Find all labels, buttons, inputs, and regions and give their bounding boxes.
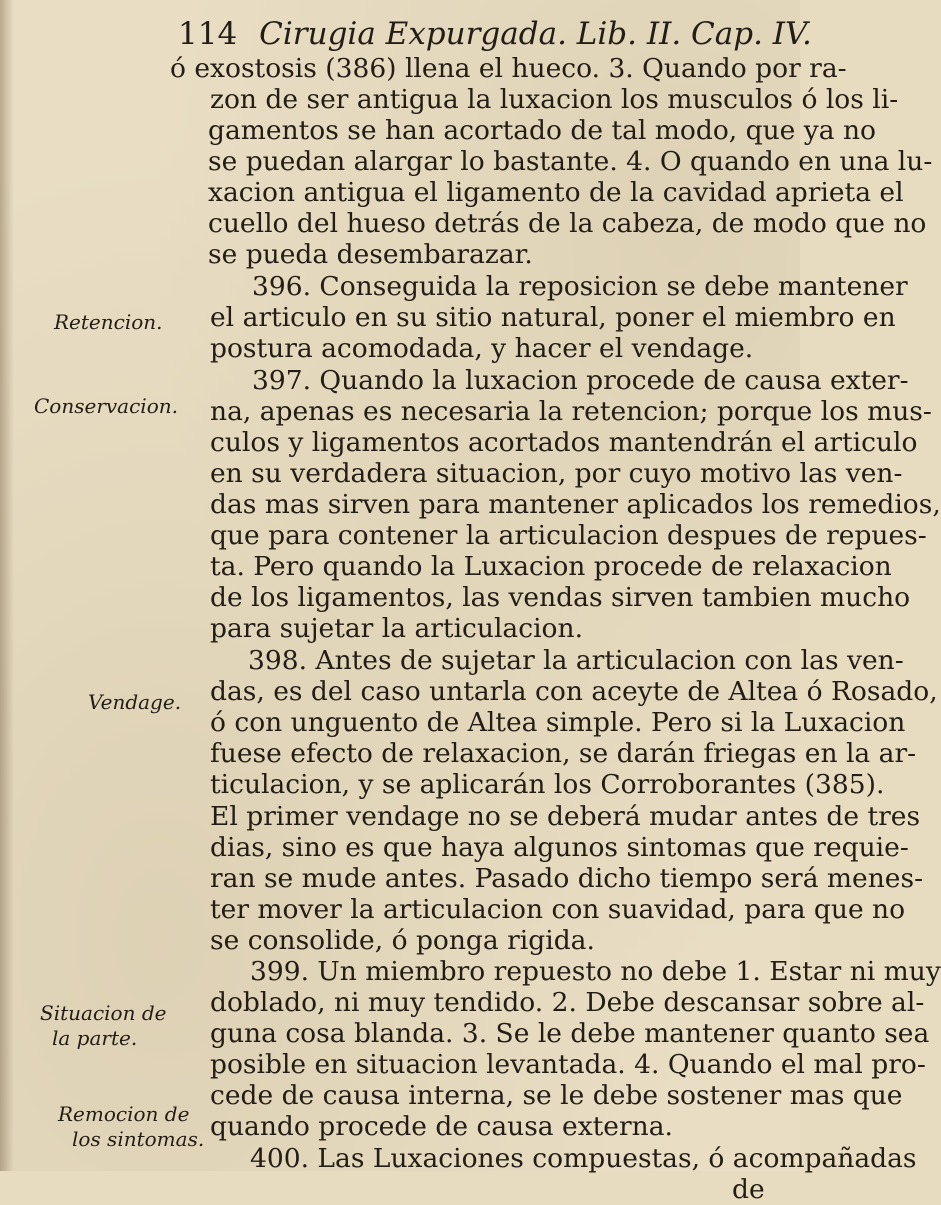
text-line: quando procede de causa externa.	[210, 1111, 673, 1142]
text-line: das, es del caso untarla con aceyte de Altea ó Rosado,	[210, 676, 938, 707]
text-line: culos y ligamentos acortados mantendrán el articulo	[210, 427, 918, 458]
page-edge-shadow	[0, 0, 14, 1171]
text-line: se pueda desembarazar.	[208, 239, 533, 270]
text-line: postura acomodada, y hacer el vendage.	[210, 333, 754, 364]
text-line: 396. Conseguida la reposicion se debe mantener	[252, 271, 908, 302]
margin-note-conservacion: Conservacion.	[34, 394, 178, 418]
text-line: fuese efecto de relaxacion, se darán friegas en la ar-	[210, 738, 917, 769]
text-line: das mas sirven para mantener aplicados los remedios,	[210, 489, 941, 520]
text-line: ran se mude antes. Pasado dicho tiempo será menes-	[210, 863, 924, 894]
text-line: na, apenas es necesaria la retencion; porque los mus-	[210, 396, 932, 427]
text-line: doblado, ni muy tendido. 2. Debe descansar sobre al-	[210, 987, 925, 1018]
text-line: cede de causa interna, se le debe sostener mas que	[210, 1080, 903, 1111]
text-line: ó con unguento de Altea simple. Pero si la Luxacion	[210, 707, 906, 738]
text-line: el articulo en su sitio natural, poner el miembro en	[210, 302, 896, 333]
text-line: de los ligamentos, las vendas sirven tambien mucho	[210, 582, 911, 613]
text-line: para sujetar la articulacion.	[210, 613, 583, 644]
text-line: posible en situacion levantada. 4. Quando el mal pro-	[210, 1049, 926, 1080]
text-line: gamentos se han acortado de tal modo, que ya no	[208, 115, 876, 146]
text-line: ticulacion, y se aplicarán los Corroborantes (385).	[210, 769, 885, 800]
margin-note-situacion-1: Situacion de	[40, 1001, 167, 1025]
text-line: ter mover la articulacion con suavidad, para que no	[210, 894, 906, 925]
running-title: Cirugia Expurgada. Lib. II. Cap. IV.	[259, 16, 812, 52]
margin-note-vendage: Vendage.	[88, 690, 182, 714]
running-header	[178, 16, 812, 52]
margin-note-remocion-2: los sintomas.	[72, 1127, 205, 1151]
margin-note-retencion: Retencion.	[54, 310, 163, 334]
text-line: cuello del hueso detrás de la cabeza, de modo que no	[208, 208, 927, 239]
text-line: se consolide, ó ponga rigida.	[210, 925, 595, 956]
text-line: ta. Pero quando la Luxacion procede de relaxacion	[210, 551, 892, 582]
text-line: dias, sino es que haya algunos sintomas que requie-	[210, 832, 909, 863]
text-line: 397. Quando la luxacion procede de causa exter-	[252, 365, 909, 396]
page-number: 114	[178, 16, 238, 52]
text-line: xacion antigua el ligamento de la cavidad aprieta el	[208, 177, 904, 208]
text-line: ó exostosis (386) llena el hueco. 3. Quando por ra-	[170, 53, 847, 84]
catchword: de	[732, 1174, 765, 1205]
text-line: en su verdadera situacion, por cuyo motivo las ven-	[210, 458, 903, 489]
text-line: 398. Antes de sujetar la articulacion con las ven-	[248, 645, 904, 676]
text-line: que para contener la articulacion despues de repues-	[210, 520, 927, 551]
text-line: 400. Las Luxaciones compuestas, ó acompañadas	[250, 1143, 917, 1174]
text-line: El primer vendage no se deberá mudar antes de tres	[210, 801, 921, 832]
text-line: zon de ser antigua la luxacion los musculos ó los li-	[210, 84, 899, 115]
text-line: se puedan alargar lo bastante. 4. O quando en una lu-	[208, 146, 933, 177]
text-line: 399. Un miembro repuesto no debe 1. Estar ni muy	[250, 956, 941, 987]
text-line: guna cosa blanda. 3. Se le debe mantener quanto sea	[210, 1018, 930, 1049]
margin-note-situacion-2: la parte.	[52, 1026, 138, 1050]
margin-note-remocion-1: Remocion de	[58, 1102, 190, 1126]
